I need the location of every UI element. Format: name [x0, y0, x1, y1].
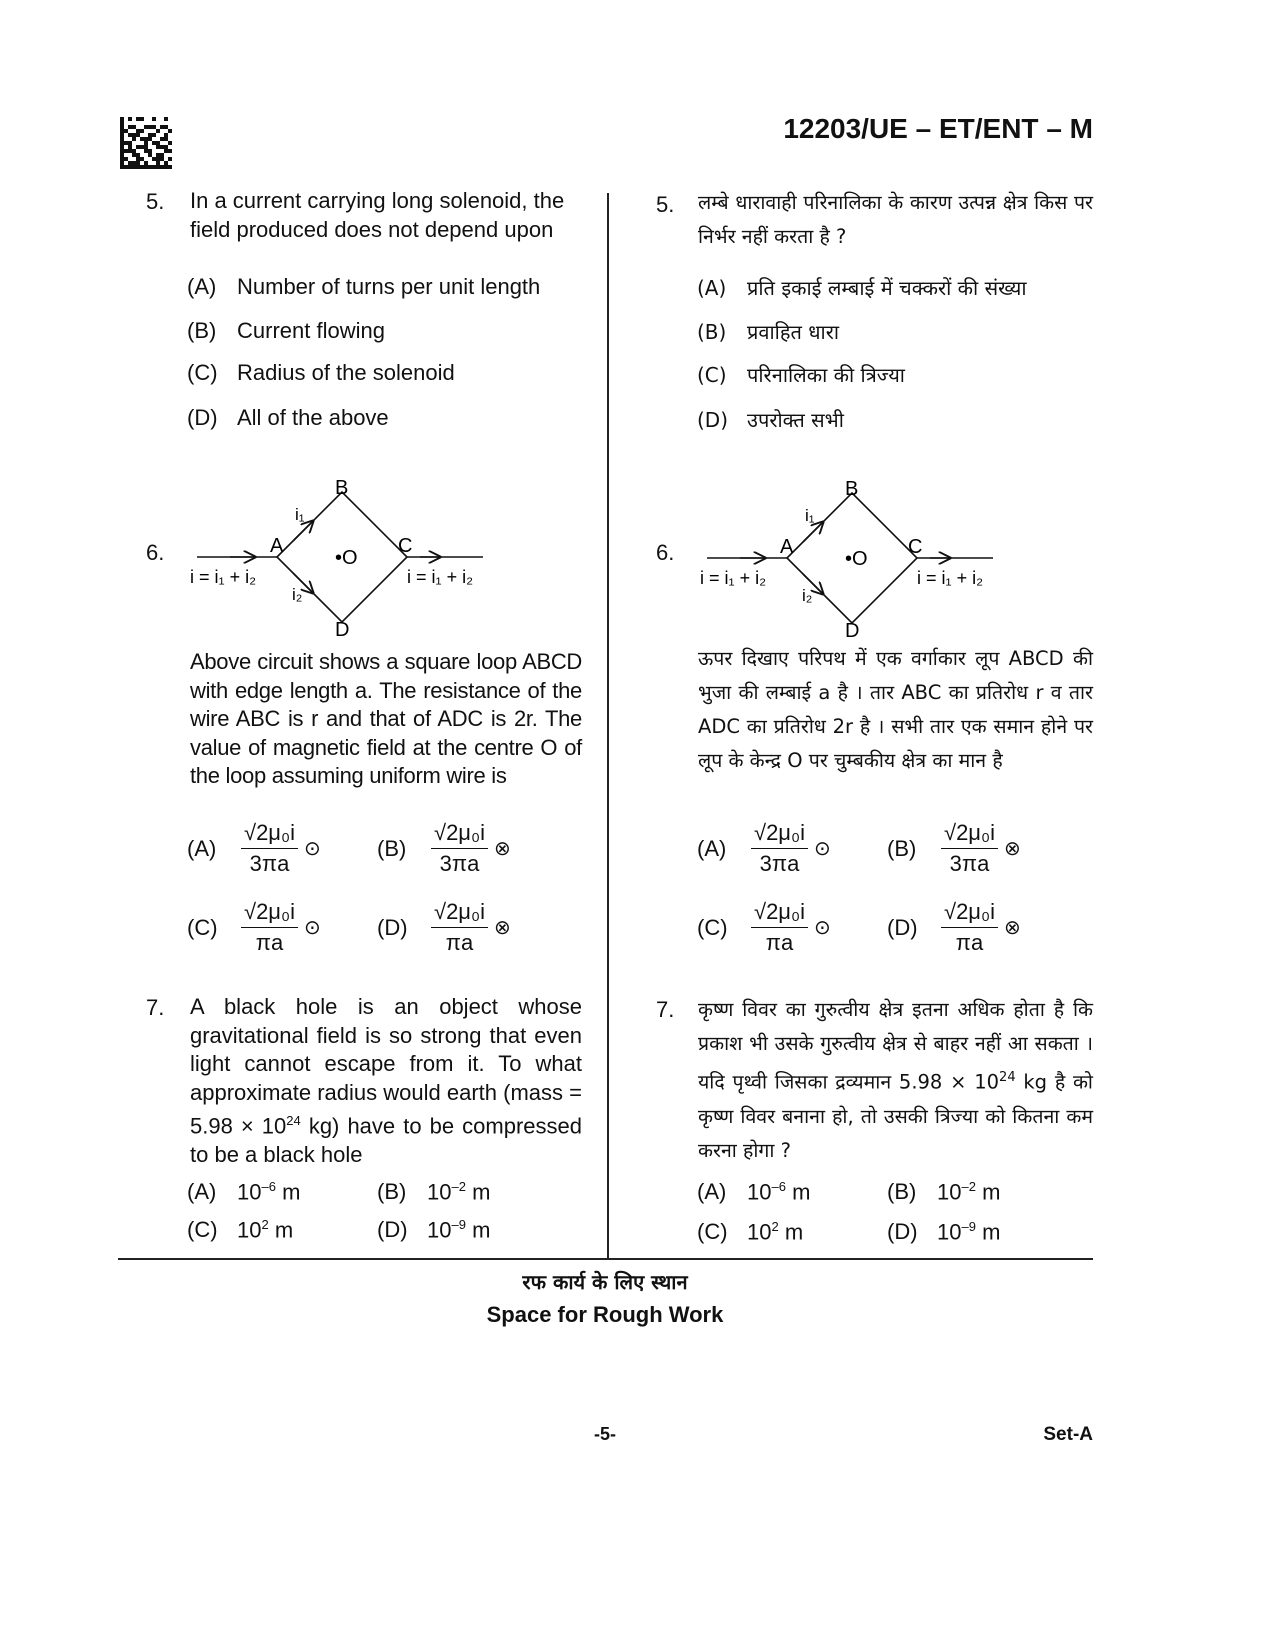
option-d: (D) All of the above	[187, 405, 389, 430]
into-page-icon: ⊗	[494, 838, 511, 860]
option-a: (A) Number of turns per unit length	[187, 274, 541, 299]
option-a: (A) $10^{-6}$ m	[697, 1179, 811, 1205]
option-b: (B) $\frac{\text{√2μ₀i}}{3\pi a}$ ⊗	[377, 820, 511, 876]
question-6-text: ऊपर दिखाए परिपथ में एक वर्गाकार लूप ABCD की भुजा की लम्बाई a है । तार ABC का प्रतिरोध r व तार ADC का प्रतिरोध 2r है । सभी तार एक समान होने पर लूप के केन्द्र O पर चुम्बकीय क्षेत्र का मान है	[698, 647, 1093, 772]
current-i1-label: i₁	[805, 506, 815, 525]
out-of-page-icon: ⊙	[304, 838, 321, 860]
option-d: (D) $\frac{\text{√2μ₀i}}{\pi a}$ ⊗	[377, 899, 511, 955]
question-7-text: A black hole is an object whose gravitational field is so strong that even light cannot escape from it. To what approximate radius would earth (mass = $5.98 \times 10^{24}$ kg) have to be compressed to be a black hole	[190, 994, 582, 1167]
option-c: (C) $10^2$ m	[187, 1217, 294, 1243]
out-of-page-icon: ⊙	[814, 917, 831, 939]
question-5-text: In a current carrying long solenoid, the field produced does not depend upon	[190, 188, 565, 242]
option-d: (D) $\frac{\text{√2μ₀i}}{\pi a}$ ⊗	[887, 899, 1021, 955]
qr-code	[120, 117, 172, 169]
output-current-label: i = i₁ + i₂	[917, 568, 984, 588]
option-a: (A) $\frac{\text{√2μ₀i}}{3\pi a}$ ⊙	[697, 820, 831, 876]
question-number: 7.	[146, 995, 165, 1020]
into-page-icon: ⊗	[1004, 838, 1021, 860]
option-b: (B) $\frac{\text{√2μ₀i}}{3\pi a}$ ⊗	[887, 820, 1021, 876]
question-7-text: कृष्ण विवर का गुरुत्वीय क्षेत्र इतना अधिक होता है कि प्रकाश भी उसके गुरुत्वीय क्षेत्र से बाहर नहीं आ सकता । यदि पृथ्वी जिसका द्रव्यमान $5.98 \times 10^{24}$ kg है को कृष्ण विवर बनाना हो, तो उसकी त्रिज्या को कितना कम करना होगा ?	[698, 998, 1093, 1162]
question-6-text: Above circuit shows a square loop ABCD with edge length a. The resistance of the wire ABC is r and that of ADC is 2r. The value of magnetic field at the centre O of the loop assuming uniform wire is	[190, 649, 582, 788]
set-label: Set-A	[1043, 1424, 1093, 1445]
current-i2-label: i₂	[802, 586, 813, 605]
option-d: (D) $10^{-9}$ m	[887, 1219, 1001, 1245]
rough-work-title: Space for Rough Work	[486, 1302, 724, 1327]
question-number: 7.	[656, 997, 675, 1022]
option-a: (A) $10^{-6}$ m	[187, 1179, 301, 1205]
option-d: (D) उपरोक्त सभी	[697, 408, 844, 432]
question-number: 5.	[656, 192, 675, 217]
option-c: (C) परिनालिका की त्रिज्या	[697, 363, 905, 387]
node-a-label: A	[780, 536, 794, 558]
circuit-diagram	[185, 470, 495, 640]
option-b: (B) प्रवाहित धारा	[697, 320, 840, 344]
option-b: (B) $10^{-2}$ m	[887, 1179, 1001, 1205]
current-i1-label: i₁	[295, 505, 305, 524]
option-c: (C) $\frac{\text{√2μ₀i}}{\pi a}$ ⊙	[187, 899, 321, 955]
option-c: (C) $\frac{\text{√2μ₀i}}{\pi a}$ ⊙	[697, 899, 831, 955]
node-a-label: A	[270, 535, 284, 557]
question-5-text: लम्बे धारावाही परिनालिका के कारण उत्पन्न क्षेत्र किस पर निर्भर नहीं करता है ?	[698, 191, 1093, 248]
input-current-label: i = i₁ + i₂	[700, 568, 767, 588]
out-of-page-icon: ⊙	[814, 838, 831, 860]
node-c-label: C	[908, 536, 923, 558]
option-c: (C) Radius of the solenoid	[187, 360, 455, 385]
output-current-label: i = i₁ + i₂	[407, 567, 474, 587]
option-b: (B) Current flowing	[187, 318, 385, 343]
page-number: -5-	[594, 1424, 616, 1444]
into-page-icon: ⊗	[1004, 917, 1021, 939]
option-b: (B) $10^{-2}$ m	[377, 1179, 491, 1205]
rough-work-title-hindi: रफ कार्य के लिए स्थान	[522, 1270, 688, 1294]
paper-code: 12203/UE – ET/ENT – M	[783, 113, 1093, 144]
node-d-label: D	[335, 619, 350, 640]
circuit-diagram	[695, 471, 1005, 641]
option-a: (A) $\frac{\text{√2μ₀i}}{3\pi a}$ ⊙	[187, 820, 321, 876]
option-a: (A) प्रति इकाई लम्बाई में चक्करों की संख्या	[697, 276, 1027, 300]
into-page-icon: ⊗	[494, 917, 511, 939]
option-d: (D) $10^{-9}$ m	[377, 1217, 491, 1243]
current-i2-label: i₂	[292, 585, 303, 604]
option-c: (C) $10^2$ m	[697, 1219, 804, 1245]
question-number: 6.	[656, 540, 675, 565]
center-o-label: •O	[845, 548, 868, 570]
column-divider	[607, 193, 609, 1260]
node-b-label: B	[335, 477, 349, 499]
center-o-label: •O	[335, 547, 358, 569]
node-d-label: D	[845, 620, 860, 641]
rough-work-divider	[118, 1258, 1093, 1260]
node-b-label: B	[845, 478, 859, 500]
out-of-page-icon: ⊙	[304, 917, 321, 939]
node-c-label: C	[398, 535, 413, 557]
input-current-label: i = i₁ + i₂	[190, 567, 257, 587]
question-number: 6.	[146, 540, 165, 565]
question-number: 5.	[146, 189, 165, 214]
